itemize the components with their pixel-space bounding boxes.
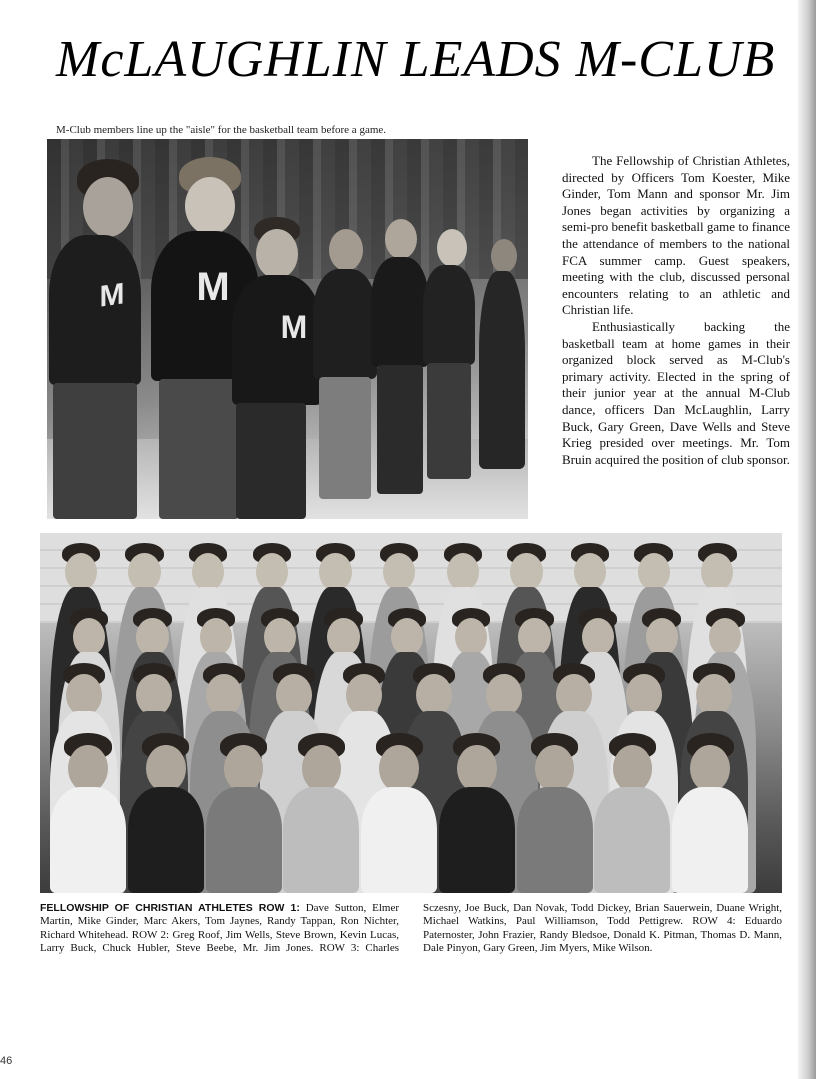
sweater-letter: M	[280, 309, 308, 345]
sweater-letter: M	[99, 277, 125, 314]
page-number: 46	[0, 1055, 13, 1067]
group-photo-caption	[40, 902, 782, 956]
top-photo-caption: M-Club members line up the "aisle" for the basketball team before a game.	[56, 124, 387, 136]
page-headline: McLAUGHLIN LEADS M-CLUB	[56, 31, 776, 88]
group-member-figure	[672, 733, 748, 893]
group-member-figure	[517, 733, 593, 893]
group-member-figure	[206, 733, 282, 893]
group-member-figure	[594, 733, 670, 893]
article-paragraph: Enthusiastically backing the basketball team at home games in their organized block served as M-Club's primary activity. Elected in the spring of their junior year at the annual M-Club dance, officers Dan McLaughlin, Larry Buck, Gary Green, Dave Wells and Steve Krieg presided over meetings. Mr. Tom Bruin acquired the position of club sponsor.	[562, 318, 790, 467]
m-club-aisle-photo	[47, 139, 528, 519]
fca-group-photo	[40, 533, 782, 893]
club-member-figure	[222, 217, 322, 519]
group-member-figure	[361, 733, 437, 893]
group-member-figure	[50, 733, 126, 893]
sweater-letter: M	[196, 265, 230, 309]
caption-lead: FELLOWSHIP OF CHRISTIAN ATHLETES ROW 1:	[40, 902, 300, 914]
club-member-figure	[47, 159, 147, 519]
caption-names: Dave Sutton, Elmer Martin, Mike Ginder, Marc Akers, Tom Jaynes, Randy Tappan, Ron Nichter, Richard Whitehead. ROW 2: Greg Roof, Jim Wells, Steve Brown, Kevin Lucas, Larry Buck, Chuck Hubler, Steve Beebe, Mr. Jim Jones. ROW 3: Charles Sczesny, Joe Buck, Dan Novak, Todd Dickey, Brian Sauerwein, Duane Wright, Michael Watkins, Paul Williamson, Todd Pettigrew. ROW 4: Eduardo Paternoster, John Frazier, Randy Bledsoe, Donald K. Pitman, Thomas D. Mann, Dale Pinyon, Gary Green, Jim Myers, Mike Wilson.	[40, 902, 782, 955]
page-edge-shadow	[798, 0, 816, 1079]
article-paragraph: The Fellowship of Christian Athletes, directed by Officers Tom Koester, Mike Ginder, Tom Mann and sponsor Mr. Jim Jones began activities by organizing a semi-pro benefit basketball game to finance the attendance of members to the national FCA summer camp. Guest speakers, meeting with the club, discussed personal encounters relating to an athletic and Christian life.	[562, 153, 790, 318]
club-member-figure	[477, 239, 527, 469]
group-member-figure	[283, 733, 359, 893]
group-member-figure	[128, 733, 204, 893]
club-member-figure	[419, 229, 479, 479]
group-member-figure	[439, 733, 515, 893]
article-text	[562, 153, 790, 468]
